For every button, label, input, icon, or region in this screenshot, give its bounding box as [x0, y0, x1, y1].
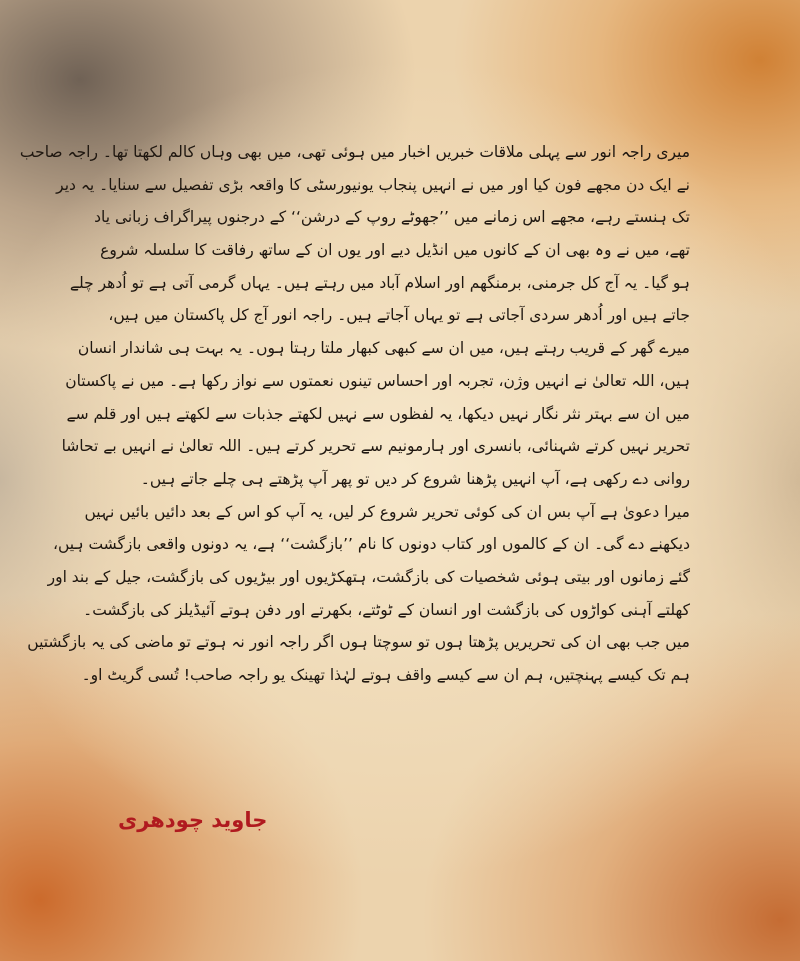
article-line: دیکھنے دے گی۔ ان کے کالموں اور کتاب دونوں کا نام ’’بازگشت‘‘ ہے، یہ دونوں واقعی بازگشت ہیں، — [52, 535, 690, 554]
article-body — [19, 136, 690, 692]
article-line: کھلتے آہنی کواڑوں کی بازگشت اور انسان کے ٹوٹتے، بکھرتے اور دفن ہوتے آئیڈیلز کی بازگشت۔ — [83, 600, 690, 619]
article-line: میں جب بھی ان کی تحریریں پڑھتا ہوں تو سوچتا ہوں اگر راجہ انور نہ ہوتے تو ماضی کی یہ بازگشتیں — [27, 633, 690, 652]
article-line: تحریر نہیں کرتے شہنائی، بانسری اور ہارمونیم سے تحریر کرتے ہیں۔ اللہ تعالیٰ نے انہیں بے تحاشا — [61, 437, 690, 456]
article-line: تھے، میں نے وہ بھی ان کے کانوں میں انڈیل دیے اور یوں ان کے ساتھ رفاقت کا سلسلہ شروع — [100, 241, 690, 260]
article-line: ہو گیا۔ یہ آج کل جرمنی، برمنگھم اور اسلام آباد میں رہتے ہیں۔ یہاں گرمی آتی ہے تو اُدھر چلے — [69, 273, 690, 292]
article-line: ہیں، اللہ تعالیٰ نے انہیں وژن، تجربہ اور احساس تینوں نعمتوں سے نواز رکھا ہے۔ میں نے پاکستان — [65, 371, 690, 390]
author-signature: جاوید چودھری — [118, 808, 268, 832]
article-line: میری راجہ انور سے پہلی ملاقات خبریں اخبار میں ہوئی تھی، میں بھی وہاں کالم لکھتا تھا۔ راجہ صاحب — [19, 143, 690, 161]
article-line: جاتے ہیں اور اُدھر سردی آجاتی ہے تو یہاں آجاتے ہیں۔ راجہ انور آج کل پاکستان میں ہیں، — [108, 306, 690, 325]
article-line: گئے زمانوں اور بیتی ہوئی شخصیات کی بازگشت، ہتھکڑیوں اور بیڑیوں کی بازگشت، جیل کے بند اور — [47, 567, 690, 586]
article-line: روانی دے رکھی ہے، آپ انہیں پڑھنا شروع کر دیں تو پھر آپ پڑھتے ہی چلے جاتے ہیں۔ — [140, 469, 690, 488]
article-line: میرا دعویٰ ہے آپ بس ان کی کوئی تحریر شروع کر لیں، یہ آپ کو اس کے بعد دائیں بائیں نہیں — [84, 502, 690, 521]
article-line: میرے گھر کے قریب رہتے ہیں، میں ان سے کبھی کبھار ملتا رہتا ہوں۔ یہ بہت ہی شاندار انسان — [77, 339, 690, 358]
article-line: تک ہنستے رہے، مجھے اس زمانے میں ’’جھوٹے روپ کے درشن‘‘ کے درجنوں پیراگراف زبانی یاد — [94, 208, 690, 227]
article-line: نے ایک دن مجھے فون کیا اور میں نے انہیں پنجاب یونیورسٹی کا واقعہ بڑی تفصیل سے سنایا۔ یہ دیر — [56, 175, 690, 194]
article-line: ہم تک کیسے پہنچتیں، ہم ان سے کیسے واقف ہوتے لہٰذا تھینک یو راجہ صاحب! تُسی گریٹ او۔ — [81, 666, 690, 684]
article-line: میں ان سے بہتر نثر نگار نہیں دیکھا، یہ لفظوں سے نہیں لکھتے جذبات سے لکھتے ہیں اور قلم سے — [66, 404, 690, 423]
